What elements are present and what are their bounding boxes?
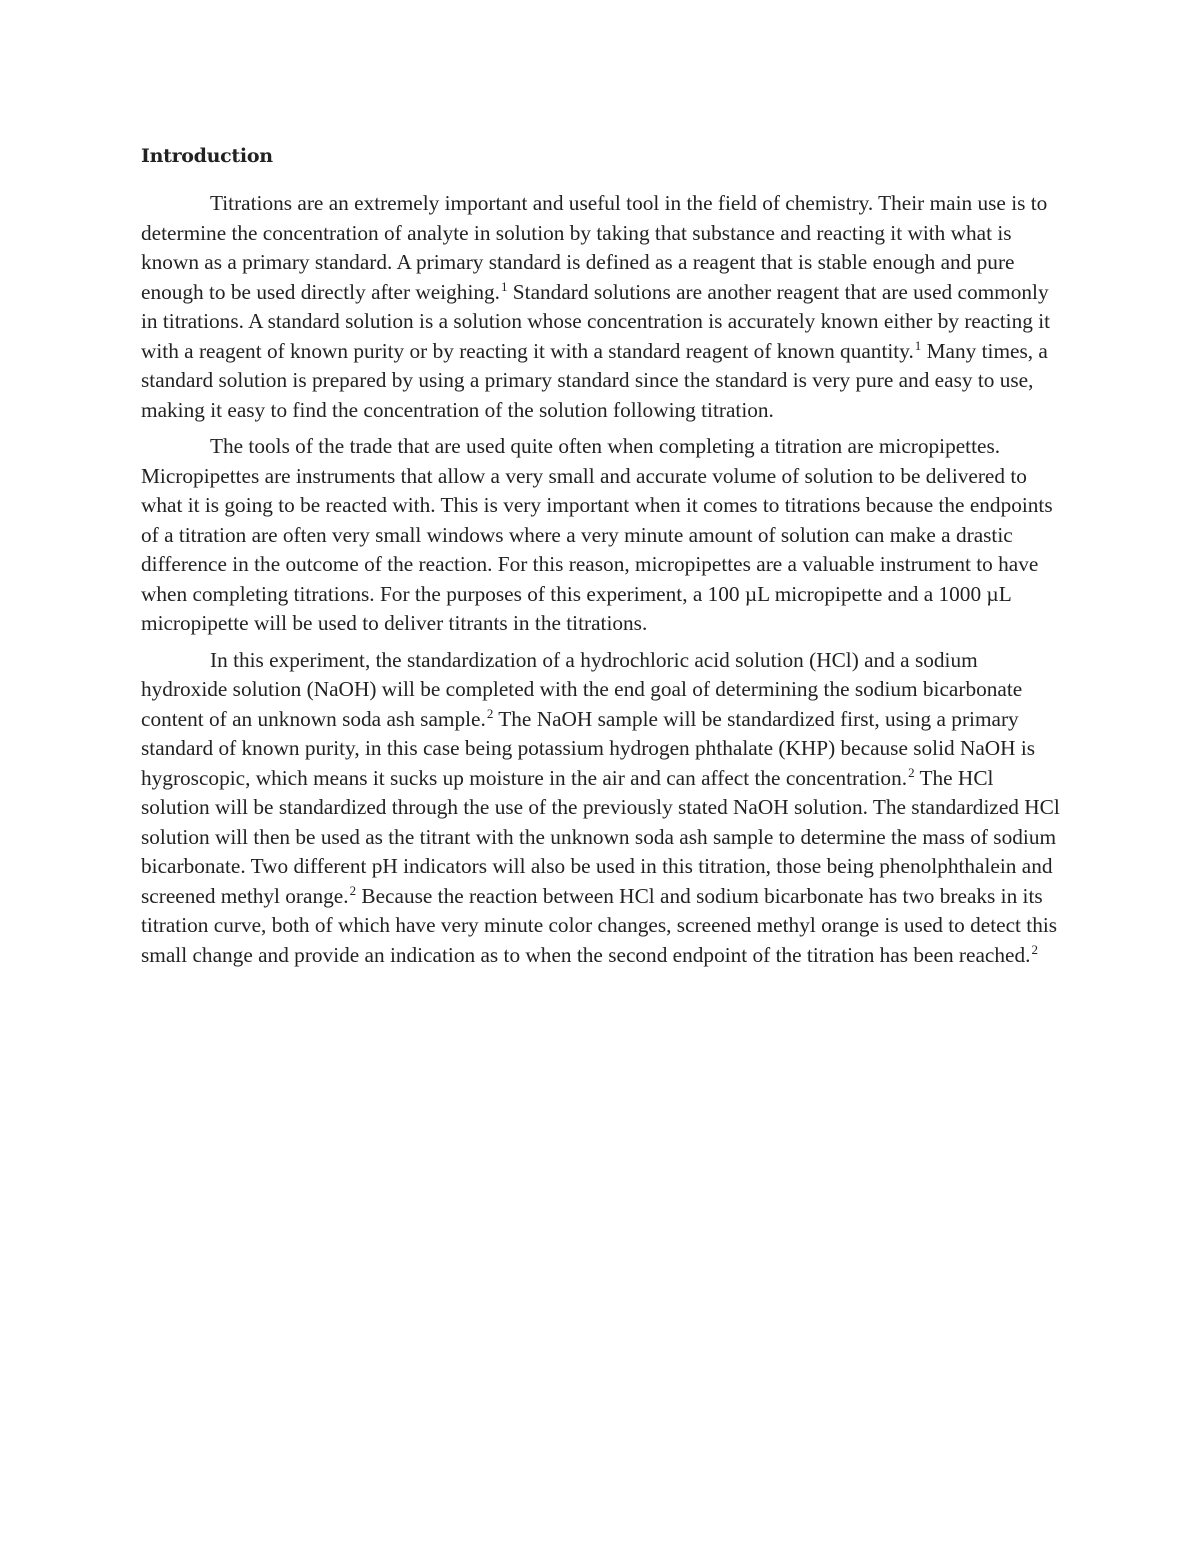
paragraph-text: The NaOH sample will be standardized first, using a primary standard of known purity, in this case being potassium hydrogen phthalate (KHP) because solid NaOH is hygroscopic, which means it sucks up moisture in the air and can affect the concentration. [141,706,1036,790]
paragraph [141,189,1061,425]
paragraph-text: Titrations are an extremely important and useful tool in the field of chemistry. Their main use is to determine the concentration of analyte in solution by taking that substance and reacting it with what is known as a primary standard. A primary standard is defined as a reagent that is stable enough and pure enough to be used directly after weighing. [141,191,1048,304]
citation-superscript: 2 [1031,941,1038,957]
paragraph-text: In this experiment, the standardization of a hydrochloric acid solution (HCl) and a sodium hydroxide solution (NaOH) will be completed with the end goal of determining the sodium bicarbonate content of an unknown soda ash sample. [141,647,1023,731]
paragraph-text: Many times, a standard solution is prepared by using a primary standard since the standard is very pure and easy to use, making it easy to find the concentration of the solution following titration. [141,338,1048,422]
citation-superscript: 1 [500,278,508,294]
paragraph [141,646,1061,971]
body-text [141,189,1061,970]
paragraph-text: Because the reaction between HCl and sodium bicarbonate has two breaks in its titration curve, both of which have very minute color changes, screened methyl orange is used to detect this small change and provide an indication as to when the second endpoint of the titration has been reached. [141,883,1058,967]
citation-superscript: 2 [908,764,915,780]
citation-superscript: 1 [914,337,922,353]
document-page [141,143,1061,977]
section-heading: Introduction [141,145,273,167]
paragraph-text: The HCl solution will be standardized through the use of the previously stated NaOH solution. The standardized HCl solution will then be used as the titrant with the unknown soda ash sample to determine the mass of sodium bicarbonate. Two different pH indicators will also be used in this titration, those being phenolphthalein and screened methyl orange. [141,765,1060,908]
paragraph-text: Standard solutions are another reagent that are used commonly in titrations. A standard solution is a solution whose concentration is accurately known either by reacting it with a reagent of known purity or by reacting it with a standard reagent of known quantity. [141,279,1051,363]
citation-superscript: 2 [349,882,357,898]
paragraph-text: The tools of the trade that are used quite often when completing a titration are micropipettes. Micropipettes are instruments that allow a very small and accurate volume of solution to be delivered to what it is going to be reacted with. This is very important when it comes to titrations because the endpoints of a titration are often very small windows where a very minute amount of solution can make a drastic difference in the outcome of the reaction. For this reason, micropipettes are a valuable instrument to have when completing titrations. For the purposes of this experiment, a 100 µL micropipette and a 1000 µL micropipette will be used to deliver titrants in the titrations. [141,434,1053,635]
citation-superscript: 2 [486,705,494,721]
paragraph [141,432,1061,639]
